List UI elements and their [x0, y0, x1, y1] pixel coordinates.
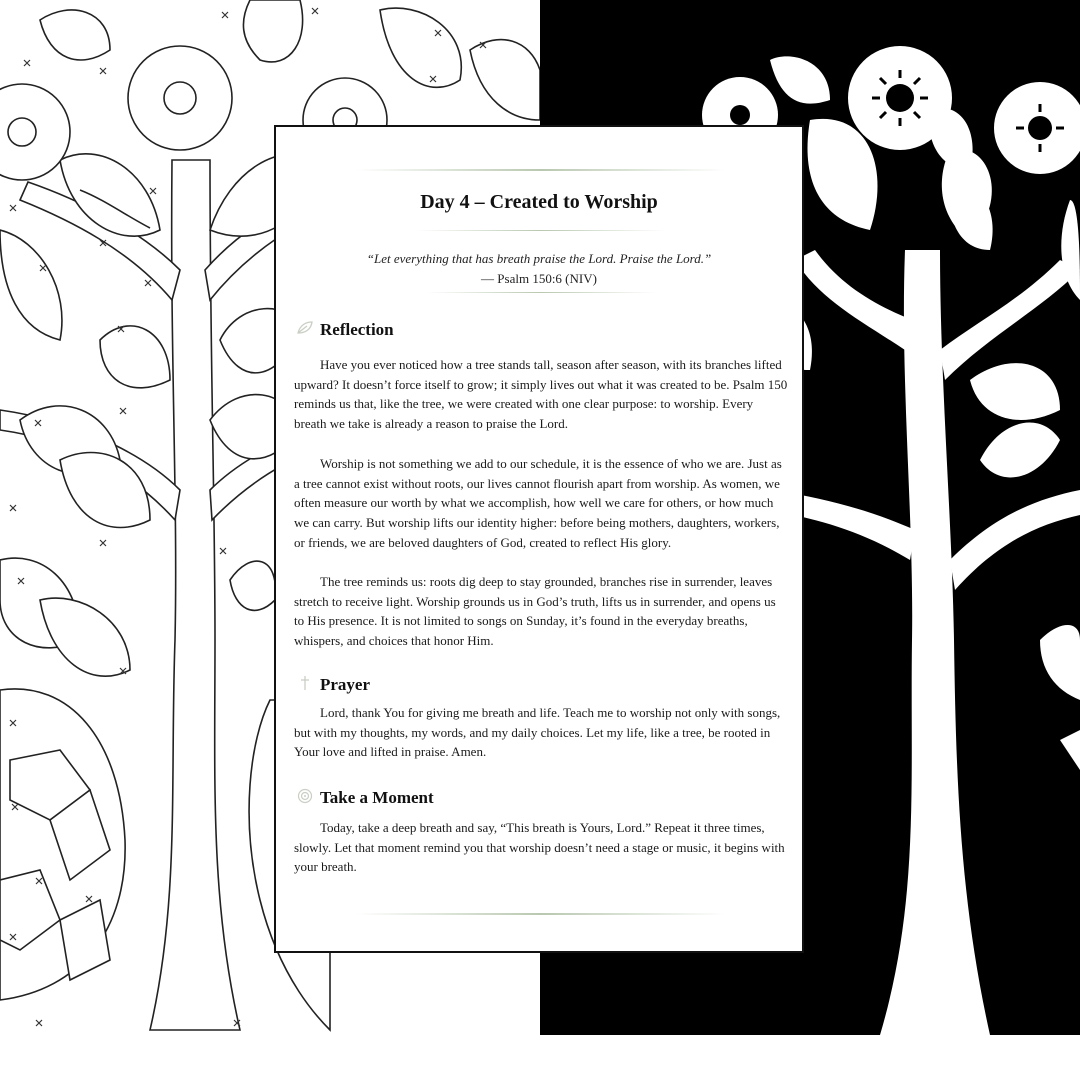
reflection-paragraph: The tree reminds us: roots dig deep to stay grounded, branches rise in surrender, leaves stretch to receive light. Worship grounds us in God’s truth, lifts us in surrender, and opens us to His presence. It is not limited to songs on Sunday, it’s found in the everyday breaths, whispers, and choices that honor Him. [294, 574, 776, 649]
devotional-card [274, 125, 804, 953]
reflection-heading-label: Reflection [320, 320, 394, 339]
scripture-verse: “Let everything that has breath praise the Lord. Praise the Lord.” [366, 251, 712, 266]
moment-paragraph: Today, take a deep breath and say, “This breath is Yours, Lord.” Repeat it three times, slowly. Let that moment remind you that worship doesn’t need a stage or music, it begins with your breath. [294, 820, 785, 875]
prayer-heading [294, 675, 370, 695]
reflection-heading [294, 320, 394, 340]
scripture-reference: — Psalm 150:6 (NIV) [481, 271, 597, 286]
top-divider [356, 169, 726, 171]
reflection-paragraph: Worship is not something we add to our schedule, it is the essence of who we are. Just as a tree cannot exist without roots, our lives cannot flourish apart from worship. As women, we often measure our worth by what we accomplish, how well we care for others, or how much we can carry. But worship lifts our identity higher: before being mothers, daughters, workers, or friends, we are beloved daughters of God, created to reflect His glory. [294, 456, 782, 550]
moment-heading [294, 788, 434, 808]
target-icon [294, 788, 316, 808]
prayer-heading-label: Prayer [320, 675, 371, 694]
page-title: Day 4 – Created to Worship [420, 191, 658, 213]
title-divider [416, 230, 666, 231]
verse-divider [426, 292, 656, 293]
cross-icon [294, 675, 316, 695]
leaf-icon [294, 321, 316, 339]
bottom-divider [356, 913, 726, 915]
reflection-paragraph: Have you ever noticed how a tree stands tall, season after season, with its branches lifted upward? It doesn’t force itself to grow; it simply lives out what it was created to be. Psalm 150 reminds us that, like the tree, we were created with one clear purpose: to worship. Every breath we take is already a reason to praise the Lord. [294, 357, 788, 432]
prayer-paragraph: Lord, thank You for giving me breath and life. Teach me to worship not only with songs, but with my thoughts, my words, and my daily choices. Let my life, like a tree, be rooted in Your love and lifted in praise. Amen. [294, 705, 781, 760]
moment-heading-label: Take a Moment [320, 788, 434, 807]
